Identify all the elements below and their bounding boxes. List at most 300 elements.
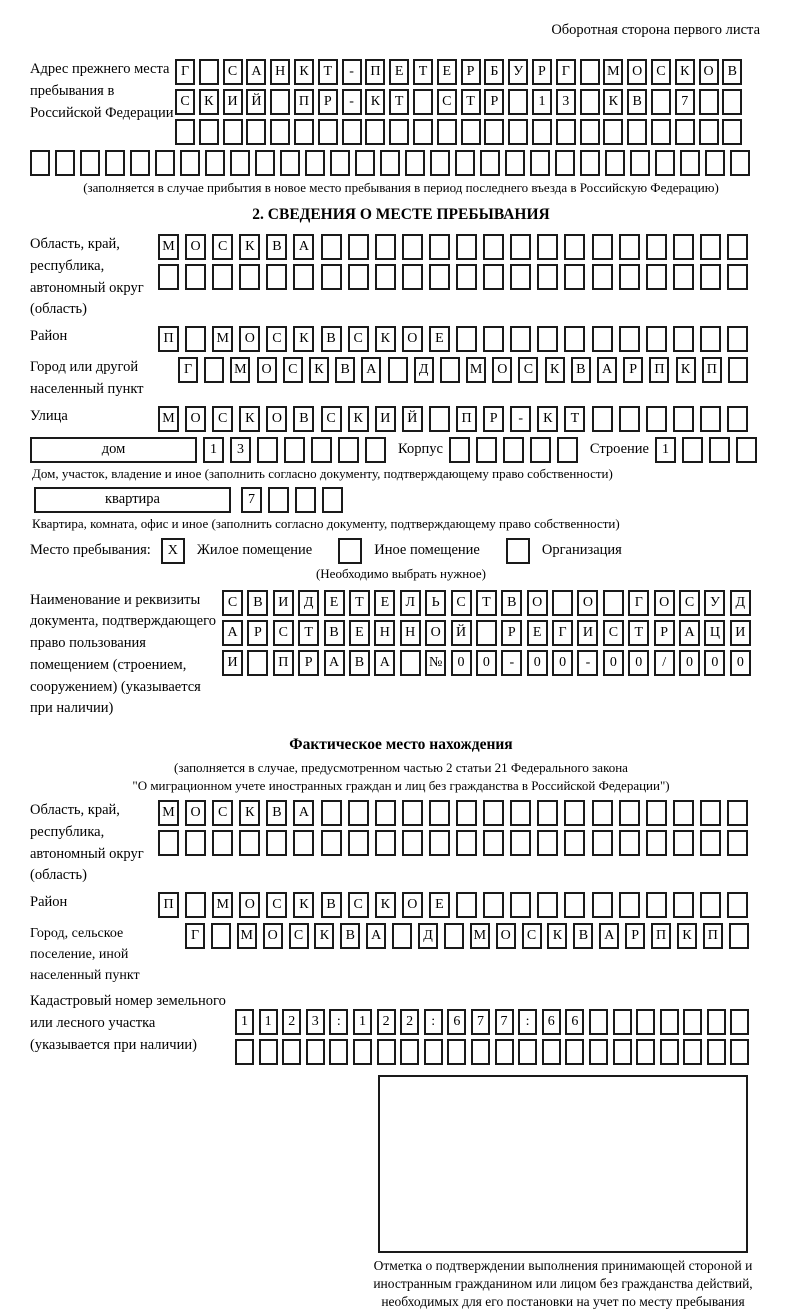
- char-cell: [619, 830, 640, 856]
- char-cell: Й: [402, 406, 423, 432]
- char-cell: О: [239, 326, 260, 352]
- char-cell: Ь: [425, 590, 446, 616]
- char-cell: [510, 892, 531, 918]
- char-cell: [199, 119, 219, 145]
- house-cells: [203, 437, 392, 463]
- char-cell: [429, 406, 450, 432]
- char-cell: [636, 1039, 655, 1065]
- char-cell: К: [293, 892, 314, 918]
- char-cell: Т: [476, 590, 497, 616]
- char-cell: [365, 437, 386, 463]
- char-cell: [552, 590, 573, 616]
- document-row-1: [222, 590, 755, 616]
- char-cell: К: [677, 923, 697, 949]
- char-cell: [402, 830, 423, 856]
- char-cell: [270, 89, 290, 115]
- char-cell: [682, 437, 703, 463]
- char-cell: М: [237, 923, 257, 949]
- char-cell: Д: [730, 590, 751, 616]
- char-cell: [530, 437, 551, 463]
- actual-region-field: [30, 800, 772, 887]
- char-cell: А: [597, 357, 617, 383]
- char-cell: [510, 234, 531, 260]
- char-cell: Т: [413, 59, 433, 85]
- apartment-field: [30, 487, 772, 513]
- char-cell: [503, 437, 524, 463]
- char-cell: 0: [603, 650, 624, 676]
- char-cell: Е: [374, 590, 395, 616]
- apartment-box: квартира: [34, 487, 231, 513]
- char-cell: [375, 800, 396, 826]
- char-cell: [646, 892, 667, 918]
- char-cell: [530, 150, 550, 176]
- char-cell: [185, 264, 206, 290]
- char-cell: 3: [556, 89, 576, 115]
- char-cell: [321, 830, 342, 856]
- char-cell: В: [501, 590, 522, 616]
- char-cell: Й: [451, 620, 472, 646]
- char-cell: М: [470, 923, 490, 949]
- char-cell: П: [365, 59, 385, 85]
- char-cell: О: [654, 590, 675, 616]
- char-cell: [627, 119, 647, 145]
- char-cell: [673, 830, 694, 856]
- city-label: Город или другой населенный пункт: [30, 359, 144, 397]
- stay-type-field: [30, 538, 772, 564]
- apartment-caption: Квартира, комната, офис и иное (заполнить согласно документу, подтверждающему право собственности): [32, 515, 620, 531]
- char-cell: [284, 437, 305, 463]
- char-cell: [655, 150, 675, 176]
- char-cell: М: [230, 357, 250, 383]
- char-cell: А: [293, 234, 314, 260]
- char-cell: [651, 89, 671, 115]
- char-cell: [580, 59, 600, 85]
- stay-option-organization-label: Организация: [541, 542, 622, 558]
- char-cell: С: [603, 620, 624, 646]
- char-cell: К: [294, 59, 314, 85]
- char-cell: [440, 357, 460, 383]
- char-cell: 0: [552, 650, 573, 676]
- prev-address-label: Адрес прежнего места пребывания в Российской Федерации: [30, 61, 174, 121]
- char-cell: [348, 830, 369, 856]
- char-cell: И: [223, 89, 243, 115]
- char-cell: К: [239, 406, 260, 432]
- char-cell: К: [547, 923, 567, 949]
- char-cell: 0: [704, 650, 725, 676]
- char-cell: [280, 150, 300, 176]
- char-cell: О: [577, 590, 598, 616]
- char-cell: [564, 892, 585, 918]
- char-cell: Е: [429, 892, 450, 918]
- char-cell: [603, 590, 624, 616]
- char-cell: [646, 830, 667, 856]
- char-cell: К: [309, 357, 329, 383]
- char-cell: [683, 1039, 702, 1065]
- char-cell: [613, 1039, 632, 1065]
- char-cell: [556, 119, 576, 145]
- char-cell: [158, 264, 179, 290]
- char-cell: [130, 150, 150, 176]
- char-cell: А: [366, 923, 386, 949]
- char-cell: [342, 119, 362, 145]
- char-cell: К: [603, 89, 623, 115]
- char-cell: Е: [527, 620, 548, 646]
- char-cell: М: [466, 357, 486, 383]
- char-cell: [592, 892, 613, 918]
- char-cell: [429, 264, 450, 290]
- region-label: Область, край, республика, автономный округ (область): [30, 236, 144, 318]
- char-cell: 0: [527, 650, 548, 676]
- char-cell: Р: [483, 406, 504, 432]
- char-cell: [392, 923, 412, 949]
- char-cell: [700, 234, 721, 260]
- char-cell: [603, 119, 623, 145]
- char-cell: [700, 800, 721, 826]
- char-cell: [730, 150, 750, 176]
- prev-address-row-2: [175, 89, 746, 115]
- stay-type-hint: (Необходимо выбрать нужное): [315, 565, 487, 581]
- char-cell: Е: [349, 620, 370, 646]
- char-cell: [619, 264, 640, 290]
- region-row-2: [158, 264, 754, 290]
- char-cell: [480, 150, 500, 176]
- char-cell: М: [603, 59, 623, 85]
- char-cell: [400, 650, 421, 676]
- char-cell: В: [571, 357, 591, 383]
- char-cell: С: [321, 406, 342, 432]
- house-field: [30, 437, 772, 463]
- char-cell: С: [273, 620, 294, 646]
- char-cell: [699, 119, 719, 145]
- char-cell: [239, 264, 260, 290]
- char-cell: [651, 119, 671, 145]
- char-cell: С: [283, 357, 303, 383]
- char-cell: [429, 800, 450, 826]
- char-cell: 7: [471, 1009, 490, 1035]
- char-cell: [270, 119, 290, 145]
- char-cell: -: [501, 650, 522, 676]
- char-cell: Н: [400, 620, 421, 646]
- char-cell: [728, 357, 748, 383]
- char-cell: -: [510, 406, 531, 432]
- char-cell: [722, 89, 742, 115]
- char-cell: П: [649, 357, 669, 383]
- char-cell: [338, 437, 359, 463]
- char-cell: [580, 89, 600, 115]
- actual-location-caption-1: (заполняется в случае, предусмотренном частью 2 статьи 21 Федерального закона: [174, 760, 628, 775]
- char-cell: [660, 1009, 679, 1035]
- char-cell: [700, 264, 721, 290]
- char-cell: [311, 437, 332, 463]
- char-cell: М: [158, 800, 179, 826]
- char-cell: И: [577, 620, 598, 646]
- char-cell: Н: [270, 59, 290, 85]
- char-cell: :: [518, 1009, 537, 1035]
- char-cell: [321, 800, 342, 826]
- char-cell: [437, 119, 457, 145]
- document-row-2: [222, 620, 755, 646]
- char-cell: О: [257, 357, 277, 383]
- char-cell: П: [702, 357, 722, 383]
- char-cell: [730, 1009, 749, 1035]
- char-cell: [318, 119, 338, 145]
- char-cell: [673, 800, 694, 826]
- char-cell: 1: [235, 1009, 254, 1035]
- char-cell: [155, 150, 175, 176]
- char-cell: [673, 234, 694, 260]
- char-cell: [709, 437, 730, 463]
- char-cell: В: [321, 326, 342, 352]
- char-cell: [630, 150, 650, 176]
- char-cell: Е: [389, 59, 409, 85]
- char-cell: [402, 234, 423, 260]
- char-cell: К: [375, 326, 396, 352]
- char-cell: [619, 406, 640, 432]
- char-cell: [707, 1009, 726, 1035]
- char-cell: [375, 264, 396, 290]
- char-cell: [619, 234, 640, 260]
- char-cell: [592, 830, 613, 856]
- char-cell: Р: [461, 59, 481, 85]
- char-cell: [180, 150, 200, 176]
- char-cell: 1: [353, 1009, 372, 1035]
- stroenie-cells: [655, 437, 763, 463]
- char-cell: [430, 150, 450, 176]
- char-cell: [199, 59, 219, 85]
- char-cell: В: [722, 59, 742, 85]
- char-cell: О: [425, 620, 446, 646]
- char-cell: Н: [374, 620, 395, 646]
- house-caption: Дом, участок, владение и иное (заполнить согласно документу, подтверждающему право собственности): [32, 465, 613, 481]
- prev-address-row-1: [175, 59, 746, 85]
- char-cell: С: [651, 59, 671, 85]
- char-cell: 0: [730, 650, 751, 676]
- char-cell: [483, 264, 504, 290]
- stay-option-other-label: Иное помещение: [374, 542, 480, 558]
- document-field: [30, 590, 772, 721]
- char-cell: 1: [532, 89, 552, 115]
- char-cell: К: [545, 357, 565, 383]
- char-cell: 0: [451, 650, 472, 676]
- char-cell: [400, 1039, 419, 1065]
- char-cell: [355, 150, 375, 176]
- char-cell: Р: [501, 620, 522, 646]
- char-cell: [211, 923, 231, 949]
- char-cell: [555, 150, 575, 176]
- char-cell: С: [212, 234, 233, 260]
- char-cell: [564, 830, 585, 856]
- char-cell: -: [342, 89, 362, 115]
- char-cell: Т: [564, 406, 585, 432]
- char-cell: О: [185, 406, 206, 432]
- char-cell: [476, 437, 497, 463]
- char-cell: У: [704, 590, 725, 616]
- char-cell: [660, 1039, 679, 1065]
- char-cell: А: [361, 357, 381, 383]
- char-cell: [589, 1039, 608, 1065]
- char-cell: [727, 406, 748, 432]
- char-cell: :: [424, 1009, 443, 1035]
- char-cell: [204, 357, 224, 383]
- char-cell: Г: [185, 923, 205, 949]
- prev-address-caption: (заполняется в случае прибытия в новое место пребывания в период последнего въезда в Российскую Федерацию): [83, 180, 719, 195]
- char-cell: [461, 119, 481, 145]
- char-cell: [673, 326, 694, 352]
- char-cell: [294, 119, 314, 145]
- char-cell: [348, 264, 369, 290]
- char-cell: Г: [552, 620, 573, 646]
- char-cell: [389, 119, 409, 145]
- char-cell: К: [314, 923, 334, 949]
- char-cell: [613, 1009, 632, 1035]
- char-cell: [212, 830, 233, 856]
- char-cell: И: [375, 406, 396, 432]
- char-cell: [185, 892, 206, 918]
- char-cell: [700, 830, 721, 856]
- char-cell: С: [175, 89, 195, 115]
- char-cell: Р: [625, 923, 645, 949]
- char-cell: О: [266, 406, 287, 432]
- char-cell: П: [703, 923, 723, 949]
- char-cell: [247, 650, 268, 676]
- char-cell: Т: [628, 620, 649, 646]
- char-cell: Д: [418, 923, 438, 949]
- char-cell: :: [329, 1009, 348, 1035]
- char-cell: [456, 234, 477, 260]
- char-cell: О: [185, 800, 206, 826]
- char-cell: О: [402, 326, 423, 352]
- document-row-3: [222, 650, 755, 676]
- char-cell: [295, 487, 316, 513]
- char-cell: В: [293, 406, 314, 432]
- char-cell: О: [527, 590, 548, 616]
- char-cell: [736, 437, 757, 463]
- char-cell: К: [199, 89, 219, 115]
- char-cell: [592, 326, 613, 352]
- char-cell: [175, 119, 195, 145]
- char-cell: Г: [178, 357, 198, 383]
- char-cell: [680, 150, 700, 176]
- char-cell: [592, 800, 613, 826]
- char-cell: В: [349, 650, 370, 676]
- char-cell: Л: [400, 590, 421, 616]
- char-cell: 7: [241, 487, 262, 513]
- char-cell: [727, 892, 748, 918]
- char-cell: Р: [623, 357, 643, 383]
- char-cell: [564, 264, 585, 290]
- actual-region-row-1: [158, 800, 754, 826]
- char-cell: Д: [298, 590, 319, 616]
- char-cell: [564, 326, 585, 352]
- char-cell: [483, 830, 504, 856]
- char-cell: [483, 892, 504, 918]
- char-cell: [365, 119, 385, 145]
- char-cell: С: [679, 590, 700, 616]
- char-cell: Й: [246, 89, 266, 115]
- char-cell: [329, 1039, 348, 1065]
- char-cell: 1: [203, 437, 224, 463]
- char-cell: [699, 89, 719, 115]
- char-cell: [564, 800, 585, 826]
- char-cell: П: [273, 650, 294, 676]
- char-cell: [246, 119, 266, 145]
- char-cell: [447, 1039, 466, 1065]
- char-cell: [483, 326, 504, 352]
- char-cell: Т: [389, 89, 409, 115]
- actual-district-label: Район: [30, 894, 68, 910]
- char-cell: [444, 923, 464, 949]
- char-cell: [619, 800, 640, 826]
- char-cell: Т: [318, 59, 338, 85]
- char-cell: Р: [298, 650, 319, 676]
- char-cell: Р: [484, 89, 504, 115]
- char-cell: -: [342, 59, 362, 85]
- char-cell: [476, 620, 497, 646]
- char-cell: [580, 150, 600, 176]
- char-cell: [239, 830, 260, 856]
- char-cell: А: [374, 650, 395, 676]
- actual-region-label: Область, край, республика, автономный округ (область): [30, 802, 144, 884]
- district-label: Район: [30, 328, 68, 344]
- char-cell: П: [456, 406, 477, 432]
- char-cell: И: [273, 590, 294, 616]
- char-cell: О: [492, 357, 512, 383]
- char-cell: [673, 892, 694, 918]
- char-cell: [646, 326, 667, 352]
- char-cell: Д: [414, 357, 434, 383]
- char-cell: [348, 800, 369, 826]
- char-cell: [455, 150, 475, 176]
- char-cell: [30, 150, 50, 176]
- char-cell: 3: [306, 1009, 325, 1035]
- char-cell: Ц: [704, 620, 725, 646]
- char-cell: С: [222, 590, 243, 616]
- char-cell: Р: [532, 59, 552, 85]
- char-cell: [483, 234, 504, 260]
- actual-location-caption-2: "О миграционном учете иностранных граждан и лиц без гражданства в Российской Федерации"): [132, 778, 670, 793]
- char-cell: [646, 234, 667, 260]
- char-cell: [413, 119, 433, 145]
- char-cell: 6: [447, 1009, 466, 1035]
- char-cell: [306, 1039, 325, 1065]
- char-cell: [375, 830, 396, 856]
- stamp-note: Отметка о подтверждении выполнения принимающей стороной и иностранным гражданином или лицом без гражданства действий, необходимых для его постановки на учет по месту пребывания: [373, 1258, 753, 1310]
- char-cell: А: [246, 59, 266, 85]
- char-cell: 0: [628, 650, 649, 676]
- char-cell: [235, 1039, 254, 1065]
- char-cell: [730, 1039, 749, 1065]
- char-cell: [305, 150, 325, 176]
- street-field: [30, 406, 772, 432]
- char-cell: [510, 800, 531, 826]
- char-cell: [205, 150, 225, 176]
- char-cell: М: [212, 326, 233, 352]
- actual-city-row: [185, 923, 755, 949]
- char-cell: Р: [654, 620, 675, 646]
- stay-type-label: Место пребывания:: [30, 542, 151, 558]
- char-cell: [646, 264, 667, 290]
- char-cell: [321, 234, 342, 260]
- char-cell: А: [293, 800, 314, 826]
- char-cell: [727, 800, 748, 826]
- cadastral-row-2: [235, 1039, 754, 1065]
- stay-checkbox-residential: X: [161, 538, 185, 564]
- char-cell: [592, 264, 613, 290]
- char-cell: [429, 830, 450, 856]
- char-cell: Т: [461, 89, 481, 115]
- char-cell: С: [266, 892, 287, 918]
- char-cell: Р: [247, 620, 268, 646]
